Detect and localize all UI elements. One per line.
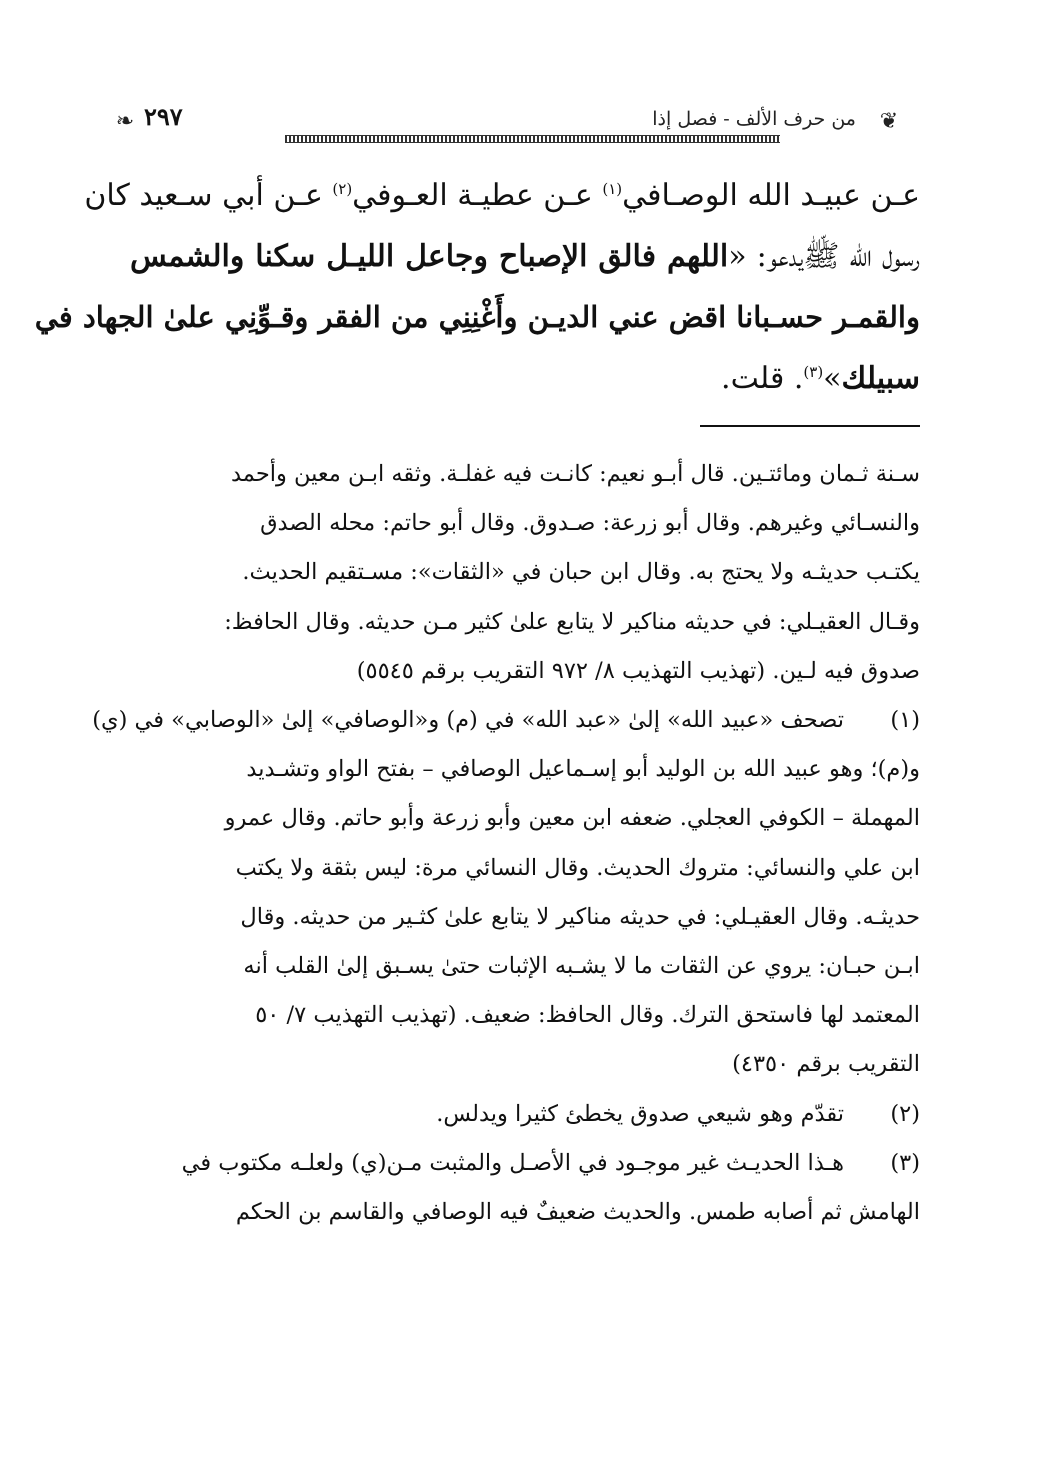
main-line-2: رسول الله ﷺيدعو: «اللهم فالق الإصباح وجاعل الليـل سكنا والشمس bbox=[130, 239, 921, 274]
footnote-line: المهملة – الكوفي العجلي. ضعفه ابن معين وأبو زرعة وأبو حاتم. وقال عمرو bbox=[224, 805, 920, 832]
footnote-number: (٢) bbox=[890, 1100, 920, 1127]
footnote-line: وقـال العقيـلي: في حديثه مناكير لا يتابع علىٰ كثير مـن حديثه. وقال الحافظ: bbox=[224, 608, 920, 635]
footnote-line: هـذا الحديـث غير موجـود في الأصـل والمثبت مـن(ي) ولعلـه مكتوب في bbox=[181, 1149, 844, 1176]
footnotes bbox=[92, 450, 920, 1237]
running-header bbox=[115, 100, 920, 146]
footnote-line: المعتمد لها فاستحق الترك. وقال الحافظ: ضعيف. (تهذيب التهذيب ٧/ ٥٠ bbox=[255, 1002, 920, 1029]
footnote-number: (٣) bbox=[890, 1149, 920, 1176]
footnote-continuation bbox=[130, 450, 920, 696]
footnote-line: يكتـب حديثـه ولا يحتج به. وقال ابن حبان في «الثقات»: مسـتقيم الحديث. bbox=[242, 559, 920, 586]
main-line-4: سبيلك»$^{(٣)}$. قلت. bbox=[721, 361, 920, 396]
footnote-line: والنسـائي وغيرهم. وقال أبو زرعة: صـدوق. وقال أبو حاتم: محله الصدق bbox=[260, 510, 920, 537]
main-text bbox=[34, 165, 921, 409]
footnote-line: الهامش ثم أصابه طمس. والحديث ضعيفٌ فيه الوصافي والقاسم بن الحكم bbox=[235, 1199, 920, 1226]
ornament-icon: ❦ bbox=[879, 109, 899, 134]
hadith-text: اللهم فالق الإصباح وجاعل الليـل سكنا والشمس bbox=[130, 239, 729, 274]
footnote-number: (١) bbox=[890, 707, 920, 734]
footnote-ref-3[interactable]: (٣) bbox=[803, 363, 824, 381]
page-number: ٢٩٧ bbox=[138, 102, 189, 131]
hadith-text: والقمـر حسـبانا اقض عني الديـن وأَغْنِنِي من الفقر وقـوِّنِي علىٰ الجهاد في bbox=[34, 300, 920, 334]
footnote-line: صدوق فيه لـين. (تهذيب التهذيب ٨/ ٩٧٢ التقريب برقم ٥٥٤٥) bbox=[356, 657, 920, 684]
main-line-1: عـن عبيـد الله الوصـافي$^{(١)}$ عـن عطيـة العـوفي$^{(٢)}$ عـن أبي سـعيد كان bbox=[84, 178, 920, 213]
footnote-line: ابن علي والنسائي: متروك الحديث. وقال النسائي مرة: ليس بثقة ولا يكتب bbox=[235, 854, 920, 881]
footnote-line: تقدّم وهو شيعي صدوق يخطئ كثيرا ويدلس. bbox=[436, 1100, 844, 1127]
footnote-line: ابـن حبـان: يروي عن الثقات ما لا يشـبه الإثبات حتىٰ يسـبق إلىٰ القلب أنه bbox=[243, 953, 920, 980]
header-ornamental-rule bbox=[285, 135, 780, 143]
footnote-line: سـنة ثـمان ومائتـين. قال أبـو نعيم: كانـت فيه غفلـة. وثقه ابـن معين وأحمد bbox=[231, 461, 920, 487]
footnote-2 bbox=[130, 1090, 920, 1139]
ornament-icon: ❧ bbox=[115, 109, 135, 134]
footnote-line: و(م)؛ وهو عبيد الله بن الوليد أبو إسـماعيل الوصافي – بفتح الواو وتشـديد bbox=[246, 756, 920, 783]
footnote-ref-1[interactable]: (١) bbox=[602, 180, 623, 198]
main-line-3 bbox=[34, 287, 920, 348]
footnote-ref-2[interactable]: (٢) bbox=[332, 180, 353, 198]
footnote-1 bbox=[92, 696, 920, 1090]
footnote-line: التقريب برقم ٤٣٥٠) bbox=[732, 1051, 920, 1078]
footnote-3 bbox=[130, 1139, 920, 1237]
chapter-title: من حرف الألف - فصل إذا bbox=[646, 108, 862, 130]
footnote-separator bbox=[700, 425, 920, 427]
hadith-text: سبيلك bbox=[841, 361, 920, 396]
footnote-line: حديثـه. وقال العقيـلي: في حديثه مناكير لا يتابع علىٰ كثـير من حديثه. وقال bbox=[240, 903, 920, 930]
footnote-line: تصحف «عبيد الله» إلىٰ «عبد الله» في (م) و«الوصافي» إلىٰ «الوصابي» في (ي) bbox=[92, 707, 844, 734]
